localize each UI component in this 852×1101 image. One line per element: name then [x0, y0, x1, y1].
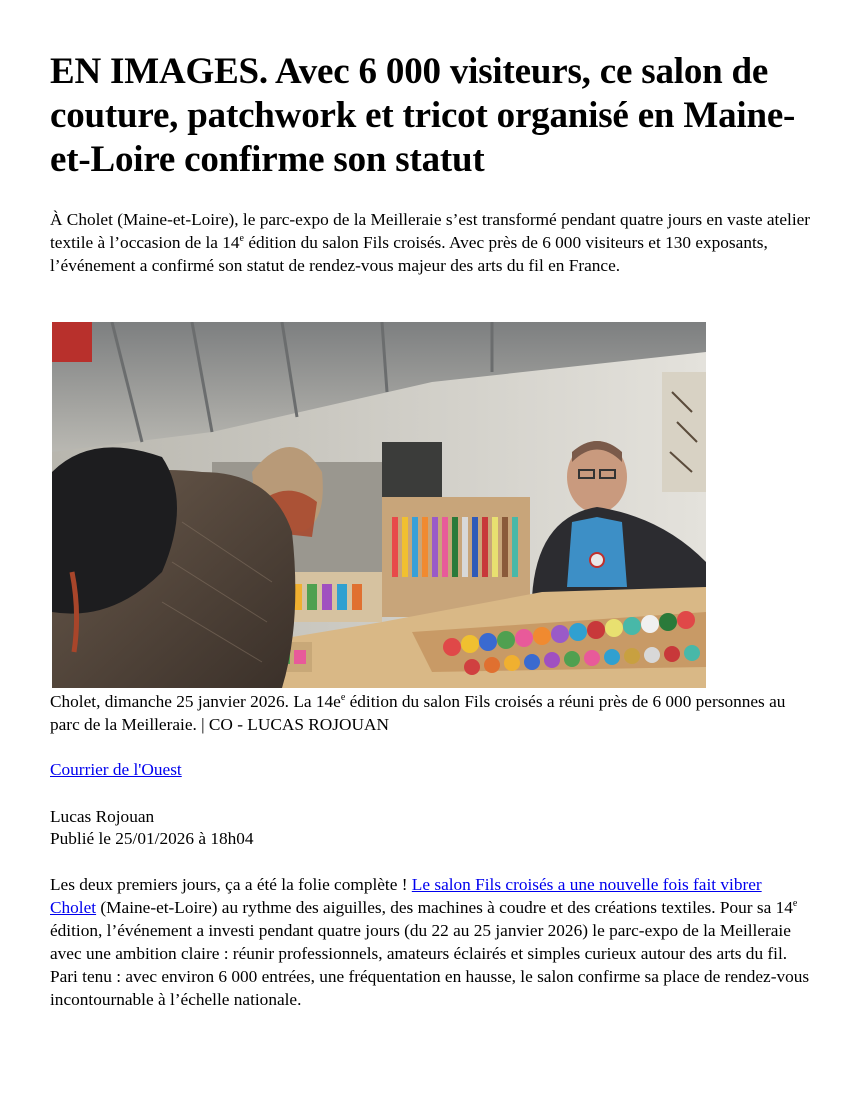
lead-text-1: À Cholet (Maine-et-Loire), le parc-expo de la Meilleraie s’est transformé pendant quatre jours en vaste atelier textile à l’occasion de la 14 — [50, 210, 811, 252]
article-lead — [50, 208, 820, 277]
photo-salon-fils-croises-image — [52, 322, 706, 688]
lead-superscript: e — [239, 233, 244, 245]
caption-superscript: e — [340, 692, 346, 704]
article-body-paragraph — [50, 873, 810, 1011]
source-link[interactable]: Courrier de l'Ouest — [50, 760, 182, 779]
body-text-1: (Maine-et-Loire) au rythme des aiguilles, des machines à coudre et des créations textiles. Pour sa 14 — [96, 898, 793, 917]
byline — [50, 806, 254, 850]
lead-text-2: édition du salon Fils croisés. Avec près de 6 000 visiteurs et 130 exposants, l’événement a confirmé son statut de rendez-vous majeur des arts du fil en France. — [50, 233, 768, 275]
caption-text-2: édition du salon Fils croisés a réuni près de 6 000 personnes au parc de la Meilleraie. | CO - LUCAS ROJOUAN — [50, 692, 786, 734]
article-title: EN IMAGES. Avec 6 000 visiteurs, ce salon de couture, patchwork et tricot organisé en Maine-et-Loire confirme son statut — [50, 51, 796, 180]
source-line — [50, 758, 182, 781]
publication-date: Publié le 25/01/2026 à 18h04 — [50, 829, 254, 848]
body-text-2: édition, l’événement a investi pendant quatre jours (du 22 au 25 janvier 2026) le parc-expo de la Meilleraie avec une ambition claire : réunir professionnels, amateurs éclairés et simples curieux autour des arts du fil. Pari tenu : avec environ 6 000 entrées, une fréquentation en hausse, le salon confirme sa place de rendez-vous incontournable à l’échelle nationale. — [50, 921, 810, 1009]
body-superscript: e — [792, 898, 798, 910]
article-photo — [52, 322, 706, 688]
body-link[interactable]: Le salon Fils croisés a une nouvelle fois fait vibrer Cholet — [50, 875, 762, 917]
body-intro: Les deux premiers jours, ça a été la folie complète ! — [50, 875, 412, 894]
caption-text-1: Cholet, dimanche 25 janvier 2026. La 14e — [50, 692, 341, 711]
photo-caption — [50, 690, 790, 736]
author-name: Lucas Rojouan — [50, 807, 155, 826]
